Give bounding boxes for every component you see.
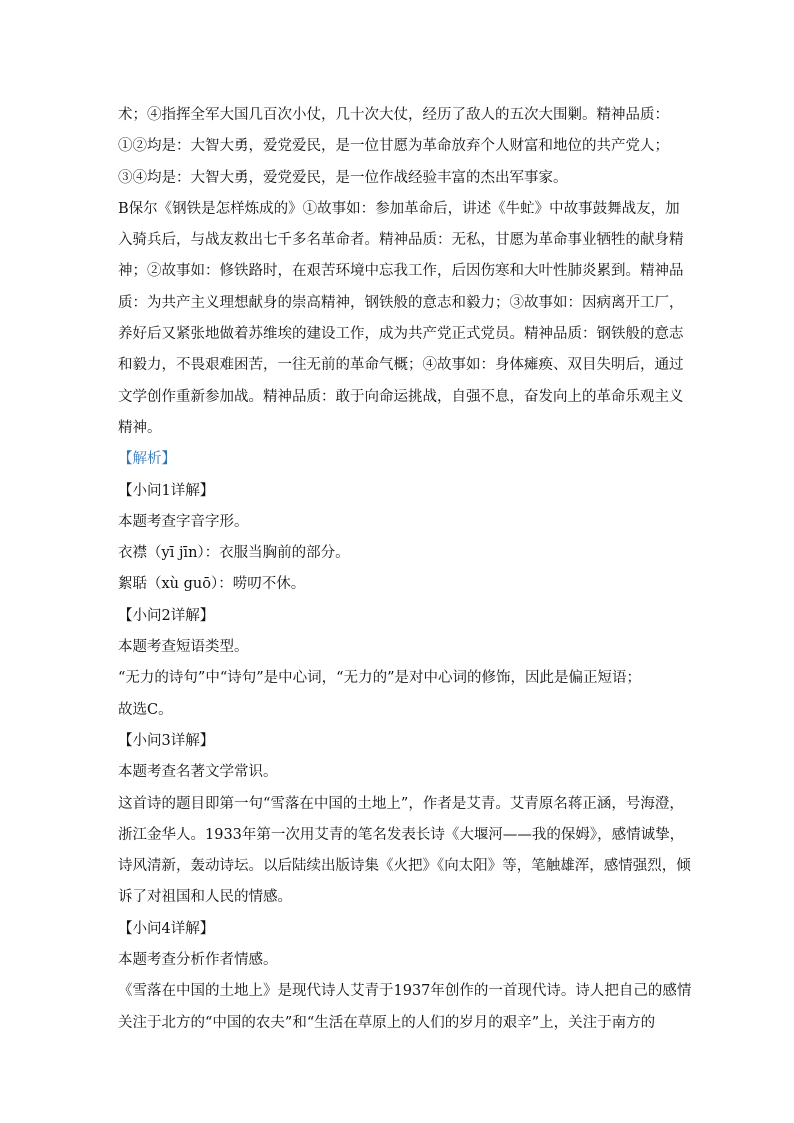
text-line: 文学创作重新参加战。精神品质：敢于向命运挑战，自强不息，奋发向上的革命乐观主义 [118, 388, 684, 405]
q3-heading: 【小问3详解】 [118, 732, 215, 749]
text-line: 本题考查短语类型。 [118, 639, 249, 656]
text-line: 《雪落在中国的土地上》是现代诗人艾青于1937年创作的一首现代诗。诗人把自己的感情 [118, 983, 692, 1000]
text-line: 术；④指挥全军大国几百次小仗，几十次大仗，经历了敌人的五次大围剿。精神品质： [118, 107, 669, 123]
text-line: 精神。 [118, 419, 162, 436]
document-body [118, 100, 692, 1039]
q4-heading: 【小问4详解】 [118, 920, 215, 937]
text-line: 这首诗的题目即第一句“雪落在中国的土地上”，作者是艾青。艾青原名蒋正涵，号海澄， [118, 795, 684, 812]
text-line: 本题考查名著文学常识。 [118, 764, 278, 781]
text-line: 关注于北方的“中国的农夫”和“生活在草原上的人们的岁月的艰辛”上，关注于南方的 [118, 1014, 656, 1031]
text-line: ①②均是：大智大勇，爱党爱民，是一位甘愿为革命放弃个人财富和地位的共产党人； [118, 138, 669, 155]
text-line: ③④均是：大智大勇，爱党爱民，是一位作战经验丰富的杰出军事家。 [118, 169, 568, 186]
q2-heading: 【小问2详解】 [118, 607, 215, 624]
text-line: 絮聒（xù guō）：唠叨不休。 [118, 576, 306, 593]
text-line: “无力的诗句”中“诗句”是中心词，“无力的”是对中心词的修饰，因此是偏正短语； [118, 670, 641, 687]
text-line: 浙江金华人。1933年第一次用艾青的笔名发表长诗《大堰河——我的保姆》，感情诚挚， [118, 826, 685, 843]
text-line: B保尔《钢铁是怎样炼成的》①故事如：参加革命后，讲述《牛虻》中故事鼓舞战友，加 [118, 200, 680, 217]
text-line: 养好后又紧张地做着苏维埃的建设工作，成为共产党正式党员。精神品质：钢铁般的意志 [118, 326, 684, 343]
text-line: 诉了对祖国和人民的情感。 [118, 889, 292, 906]
text-line: 衣襟（yī jīn）：衣服当胸前的部分。 [118, 545, 350, 562]
text-line: 神；②故事如：修铁路时，在艰苦环境中忘我工作，后因伤寒和大叶性肺炎累到。精神品 [118, 263, 684, 280]
text-line: 本题考查分析作者情感。 [118, 952, 278, 969]
text-line: 入骑兵后，与战友救出七千多名革命者。精神品质：无私，甘愿为革命事业牺牲的献身精 [118, 232, 684, 249]
analysis-label: 【解析】 [118, 451, 176, 468]
text-line: 本题考查字音字形。 [118, 513, 249, 530]
text-line: 和毅力，不畏艰难困苦，一往无前的革命气概；④故事如：身体瘫痪、双目失明后，通过 [118, 357, 684, 374]
q1-heading: 【小问1详解】 [118, 482, 215, 499]
text-line: 诗风清新，轰动诗坛。以后陆续出版诗集《火把》《向太阳》等，笔触雄浑，感情强烈，倾 [118, 858, 691, 875]
text-line: 质：为共产主义理想献身的崇高精神，钢铁般的意志和毅力；③故事如：因病离开工厂， [118, 294, 684, 311]
text-line: 故选C。 [118, 701, 173, 718]
